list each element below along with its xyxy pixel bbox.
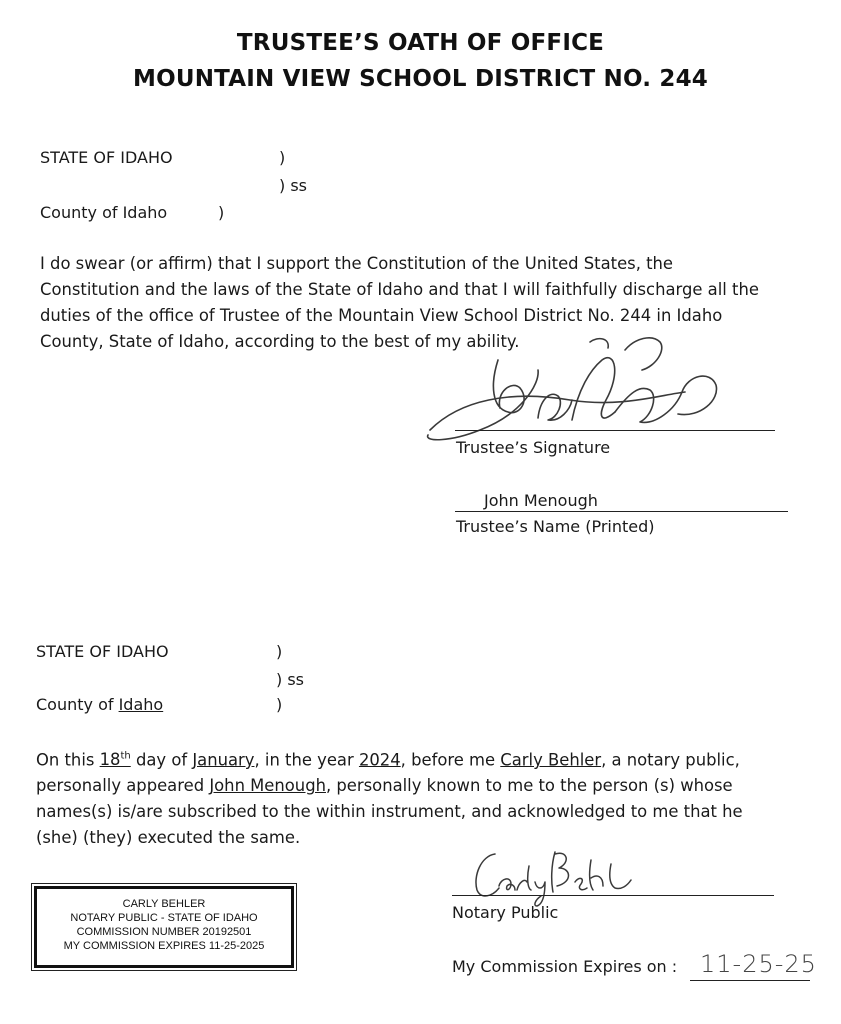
trustee-name: John Menough <box>484 491 598 510</box>
stamp-line: MY COMMISSION EXPIRES 11-25-2025 <box>63 940 265 952</box>
trustee-name-label: Trustee’s Name (Printed) <box>456 517 655 536</box>
oath-line: duties of the office of Trustee of the Mountain View School District No. 244 in Idaho <box>40 306 723 325</box>
ack-appeared-name: John Menough <box>209 776 326 796</box>
ack-text: personally appeared <box>36 776 210 796</box>
commission-label: My Commission Expires on : <box>452 957 678 976</box>
county-prefix: County of <box>36 695 119 714</box>
ack-text: , in the year <box>254 750 359 770</box>
commission-date-line <box>690 980 810 981</box>
ack-text: , personally known to me to the person (s) whose <box>325 776 733 796</box>
ack-line <box>36 773 816 799</box>
commission-date: 11-25-25 <box>700 950 817 978</box>
oath-line: Constitution and the laws of the State of Idaho and that I will faithfully discharge all the <box>40 280 759 299</box>
ack-notary-name: Carly Behler <box>500 750 602 770</box>
signature-label: Trustee’s Signature <box>456 438 611 457</box>
notary-label: Notary Public <box>452 903 559 922</box>
notary-stamp <box>34 886 294 968</box>
ack-line: (she) (they) executed the same. <box>36 828 301 848</box>
ack-text: , before me <box>400 750 501 770</box>
ack-day-number: 18 <box>99 750 121 770</box>
ack-text: , a notary public, <box>601 750 740 770</box>
acknowledgment-paragraph <box>36 744 816 851</box>
venue-ss: ) ss <box>276 670 304 689</box>
document-title: TRUSTEE’S OATH OF OFFICE <box>236 30 605 56</box>
ack-line: names(s) is/are subscribed to the within instrument, and acknowledged to me that he <box>36 802 743 822</box>
county-name: Idaho <box>118 695 164 714</box>
venue-county <box>36 695 163 714</box>
venue-paren: ) <box>279 148 286 167</box>
notary-signature <box>455 842 645 908</box>
ack-year: 2024 <box>358 750 401 770</box>
ack-text: On this <box>36 750 100 770</box>
oath-line: I do swear (or affirm) that I support the Constitution of the United States, the <box>40 254 674 273</box>
name-line <box>455 511 788 512</box>
stamp-line: COMMISSION NUMBER 20192501 <box>76 926 252 938</box>
venue-state: STATE OF IDAHO <box>36 642 169 661</box>
document-subtitle: MOUNTAIN VIEW SCHOOL DISTRICT NO. 244 <box>133 66 708 92</box>
oath-line: County, State of Idaho, according to the best of my ability. <box>40 332 520 351</box>
ack-day-suffix: th <box>120 751 131 762</box>
oath-paragraph <box>40 251 810 355</box>
stamp-line: CARLY BEHLER <box>122 898 206 910</box>
stamp-line: NOTARY PUBLIC - STATE OF IDAHO <box>70 912 258 924</box>
venue-paren: ) <box>276 695 283 714</box>
signature-line <box>455 430 775 431</box>
ack-line <box>36 744 816 773</box>
ack-month: January <box>192 750 255 770</box>
ack-text: day of <box>130 750 193 770</box>
notary-signature-line <box>452 895 774 896</box>
venue-county: County of Idaho <box>40 203 168 222</box>
ack-day <box>100 750 131 769</box>
venue-paren: ) <box>276 642 283 661</box>
venue-ss: ) ss <box>279 176 307 195</box>
venue-state: STATE OF IDAHO <box>40 148 173 167</box>
venue-paren: ) <box>218 203 225 222</box>
